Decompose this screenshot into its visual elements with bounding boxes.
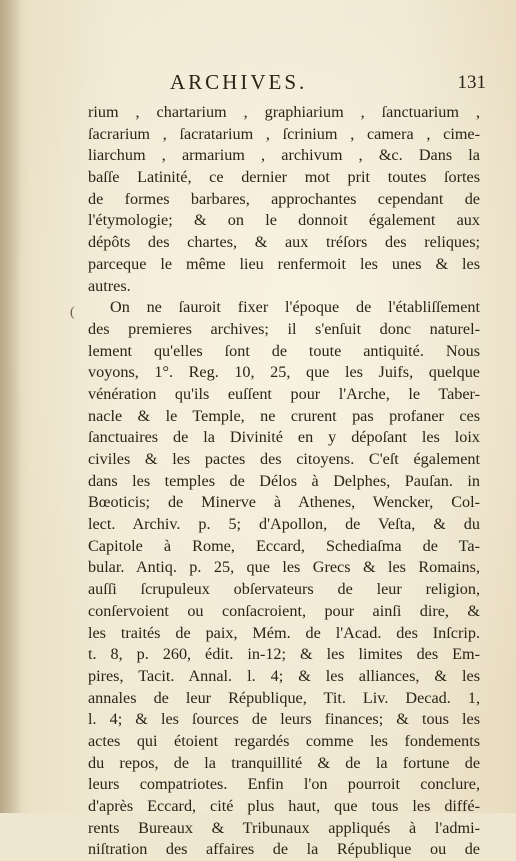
text-line: dans les temples de Délos à Delphes, Pauſan. in [88, 471, 480, 490]
text-line: bular. Antiq. p. 25, que les Grecs & les Romains, [88, 558, 480, 577]
margin-mark: ( [70, 305, 75, 320]
text-line: d'après Eccard, cité plus haut, que tous les diffé- [88, 797, 480, 815]
text-line: du repos, de la tranquillité & de la fortune de [88, 753, 480, 772]
body-text [88, 102, 480, 861]
text-line: rents Bureaux & Tribunaux appliqués à l'admi- [88, 818, 480, 837]
text-line: des premieres archives; il s'enſuit donc naturel- [88, 319, 480, 338]
text-line: Capitole à Rome, Eccard, Schediaſma de Ta- [88, 536, 480, 555]
text-line: liarchum , armarium , archivum , &c. Dans la [88, 146, 480, 165]
text-line: ſanctuaires de la Divinité en y dépoſant les loix [88, 428, 480, 447]
gutter-shadow [0, 0, 22, 813]
text-line: de formes barbares, approchantes cependant de [88, 189, 480, 208]
text-line: rium , chartarium , graphiarium , ſanctuarium , [88, 103, 480, 121]
text-line: lect. Archiv. p. 5; d'Apollon, de Veſta, & du [88, 515, 480, 534]
text-line: pires, Tacit. Annal. l. 4; & les alliances, & les [88, 666, 480, 685]
text-line: parceque le même lieu renfermoit les unes & les [88, 254, 480, 273]
text-line: l'étymologie; & on le donnoit également aux [88, 211, 480, 230]
page-header [88, 70, 486, 100]
text-line: lement qu'elles ſont de toute antiquité. Nous [88, 341, 480, 360]
text-line: baſſe Latinité, ce dernier mot prit toutes ſortes [88, 168, 480, 187]
running-head: ARCHIVES. [170, 70, 308, 94]
text-line: On ne ſauroit fixer l'époque de l'établiſſement [110, 298, 480, 317]
text-line: actes qui étoient regardés comme les fondements [88, 731, 480, 750]
text-line: auſſi ſcrupuleux obſervateurs de leur religion, [88, 580, 480, 599]
page-number: 131 [457, 72, 486, 93]
text-line: civiles & les pactes des citoyens. C'eſt également [88, 450, 480, 468]
text-line: autres. [88, 276, 131, 295]
text-line: les traités de paix, Mém. de l'Acad. des Inſcrip. [88, 623, 480, 642]
text-line: l. 4; & les ſources de leurs finances; & tous les [88, 710, 480, 729]
text-line: Bœoticis; de Minerve à Athenes, Wencker, Col- [88, 493, 480, 512]
text-line: annales de leur République, Tit. Liv. Decad. 1, [88, 688, 480, 707]
text-line: nacle & le Temple, ne crurent pas profaner ces [88, 406, 480, 425]
text-line: ſacrarium , ſacratarium , ſcrinium , camera , cime- [88, 124, 480, 143]
text-line: niſtration des affaires de la République ou de [88, 840, 480, 859]
text-line: leurs compatriotes. Enfin l'on pourroit conclure, [88, 775, 480, 794]
text-line: vénération qu'ils euſſent pour l'Arche, le Taber- [88, 384, 480, 403]
text-line: conſervoient ou conſacroient, pour ainſi dire, & [88, 601, 480, 620]
text-line: voyons, 1°. Reg. 10, 25, que les Juifs, quelque [88, 363, 480, 382]
text-line: dépôts des chartes, & aux tréſors des reliques; [88, 233, 480, 252]
text-line: t. 8, p. 260, édit. in-12; & les limites des Em- [88, 645, 480, 664]
